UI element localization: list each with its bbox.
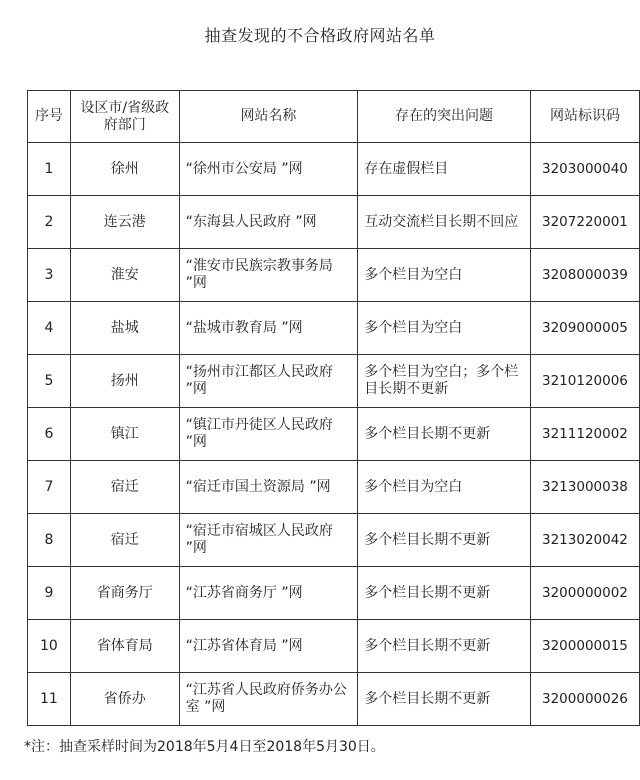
- cell-code: 3200000026: [530, 673, 639, 726]
- cell-dept: 徐州: [70, 143, 179, 196]
- cell-site: “淮安市民族宗教事务局 ”网: [179, 249, 358, 302]
- cell-no: 2: [28, 196, 71, 249]
- cell-no: 8: [28, 514, 71, 567]
- cell-issue: 多个栏目长期不更新: [358, 567, 531, 620]
- page-title: 抽查发现的不合格政府网站名单: [204, 26, 436, 45]
- cell-issue: 多个栏目为空白: [358, 302, 531, 355]
- cell-code: 3200000015: [530, 620, 639, 673]
- cell-issue: 多个栏目为空白: [358, 249, 531, 302]
- cell-dept: 省体育局: [70, 620, 179, 673]
- cell-dept: 扬州: [70, 355, 179, 408]
- table-row: [28, 514, 640, 567]
- noncompliant-sites-table: [27, 90, 640, 726]
- cell-site: “江苏省体育局 ”网: [179, 620, 358, 673]
- cell-code: 3210120006: [530, 355, 639, 408]
- cell-site: “江苏省商务厅 ”网: [179, 567, 358, 620]
- cell-issue: 多个栏目长期不更新: [358, 673, 531, 726]
- cell-site: “东海县人民政府 ”网: [179, 196, 358, 249]
- cell-dept: 镇江: [70, 408, 179, 461]
- cell-code: 3211120002: [530, 408, 639, 461]
- footnote: *注：抽查采样时间为2018年5月4日至2018年5月30日。: [24, 739, 385, 755]
- cell-site: “徐州市公安局 ”网: [179, 143, 358, 196]
- cell-dept: 省商务厅: [70, 567, 179, 620]
- cell-dept: 宿迁: [70, 514, 179, 567]
- table-body: [28, 143, 640, 726]
- cell-code: 3213020042: [530, 514, 639, 567]
- header-no: 序号: [28, 91, 71, 143]
- cell-site: “宿迁市国土资源局 ”网: [179, 461, 358, 514]
- table-row: [28, 143, 640, 196]
- table-row: [28, 249, 640, 302]
- table-row: [28, 620, 640, 673]
- header-code: 网站标识码: [530, 91, 639, 143]
- cell-dept: 连云港: [70, 196, 179, 249]
- table-row: [28, 355, 640, 408]
- table-row: [28, 461, 640, 514]
- cell-site: “宿迁市宿城区人民政府 ”网: [179, 514, 358, 567]
- table-row: [28, 567, 640, 620]
- cell-issue: 存在虚假栏目: [358, 143, 531, 196]
- cell-issue: 多个栏目为空白: [358, 461, 531, 514]
- cell-no: 3: [28, 249, 71, 302]
- cell-code: 3208000039: [530, 249, 639, 302]
- cell-issue: 互动交流栏目长期不回应: [358, 196, 531, 249]
- cell-no: 6: [28, 408, 71, 461]
- cell-issue: 多个栏目长期不更新: [358, 514, 531, 567]
- table-header-row: [28, 91, 640, 143]
- cell-issue: 多个栏目长期不更新: [358, 408, 531, 461]
- cell-site: “镇江市丹徒区人民政府 ”网: [179, 408, 358, 461]
- cell-code: 3213000038: [530, 461, 639, 514]
- cell-code: 3200000002: [530, 567, 639, 620]
- table-row: [28, 408, 640, 461]
- cell-dept: 淮安: [70, 249, 179, 302]
- cell-no: 1: [28, 143, 71, 196]
- cell-site: “扬州市江都区人民政府 ”网: [179, 355, 358, 408]
- cell-site: “江苏省人民政府侨务办公室 ”网: [179, 673, 358, 726]
- header-issue: 存在的突出问题: [358, 91, 531, 143]
- cell-dept: 宿迁: [70, 461, 179, 514]
- cell-dept: 省侨办: [70, 673, 179, 726]
- cell-code: 3209000005: [530, 302, 639, 355]
- cell-issue: 多个栏目长期不更新: [358, 620, 531, 673]
- table-row: [28, 196, 640, 249]
- cell-code: 3207220001: [530, 196, 639, 249]
- cell-no: 7: [28, 461, 71, 514]
- cell-no: 10: [28, 620, 71, 673]
- header-site: 网站名称: [179, 91, 358, 143]
- table-row: [28, 302, 640, 355]
- cell-dept: 盐城: [70, 302, 179, 355]
- cell-no: 4: [28, 302, 71, 355]
- cell-issue: 多个栏目为空白；多个栏目长期不更新: [358, 355, 531, 408]
- cell-site: “盐城市教育局 ”网: [179, 302, 358, 355]
- header-dept: 设区市/省级政府部门: [70, 91, 179, 143]
- cell-no: 5: [28, 355, 71, 408]
- cell-no: 9: [28, 567, 71, 620]
- cell-code: 3203000040: [530, 143, 639, 196]
- table-row: [28, 673, 640, 726]
- cell-no: 11: [28, 673, 71, 726]
